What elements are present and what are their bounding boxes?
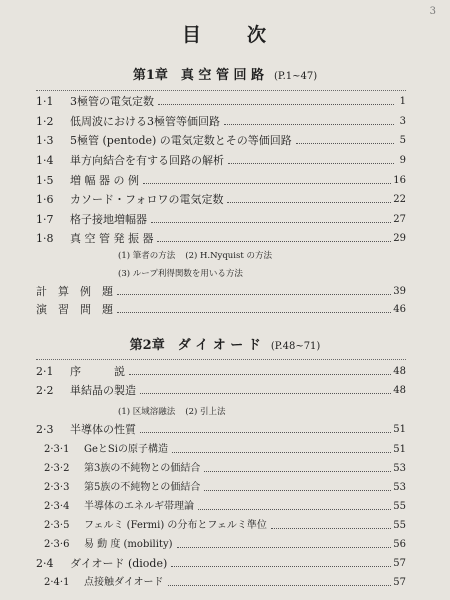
- entry-label: 単結晶の製造: [70, 384, 136, 397]
- entry-number: 1·8: [36, 232, 54, 245]
- entry-page: 55: [393, 501, 406, 512]
- subtopic: (1) 筆者の方法: [118, 251, 176, 261]
- subtopic-line: [118, 405, 236, 417]
- leader-dots: [168, 585, 392, 586]
- entry-page: 53: [393, 463, 406, 474]
- entry-number: 2·3·1: [44, 444, 70, 455]
- toc-entry[interactable]: [36, 282, 406, 298]
- entry-number: 2·4·1: [44, 577, 70, 588]
- toc-entry[interactable]: [44, 497, 406, 513]
- entry-page: 46: [393, 304, 406, 315]
- entry-number: 1·1: [36, 95, 54, 108]
- entry-page: 5: [399, 135, 406, 146]
- chapter-heading: [0, 334, 450, 353]
- entry-number: 2·3·4: [44, 501, 70, 512]
- leader-dots: [158, 104, 394, 105]
- leader-dots: [143, 183, 391, 184]
- entry-number: 2·3·6: [44, 539, 70, 550]
- entry-label: 5極管 (pentode) の電気定数とその等価回路: [70, 134, 292, 147]
- leader-dots: [117, 294, 391, 295]
- toc-entry[interactable]: [36, 229, 406, 245]
- chapter-title: 第1章 真 空 管 回 路: [132, 68, 264, 83]
- entry-number: 2·3·2: [44, 463, 70, 474]
- leader-dots: [198, 509, 391, 510]
- leader-dots: [140, 432, 391, 433]
- entry-page: 9: [399, 155, 406, 166]
- entry-page: 22: [393, 194, 406, 205]
- entry-label: カソード・フォロワの電気定数: [70, 193, 224, 206]
- entry-number: 1·4: [36, 154, 54, 167]
- subtopic-line: [118, 267, 253, 279]
- subtopic-line: [118, 249, 282, 261]
- toc-entry[interactable]: [36, 171, 406, 187]
- entry-label: 第5族の不純物との価結合: [84, 482, 201, 493]
- entry-label: 単方向結合を有する回路の解析: [70, 154, 224, 167]
- entry-page: 39: [393, 286, 406, 297]
- entry-label: 半導体のエネルギ帯理論: [84, 501, 194, 512]
- chapter-pages: (P.48~71): [270, 341, 321, 352]
- entry-page: 48: [393, 366, 406, 377]
- entry-number: 1·5: [36, 174, 54, 187]
- leader-dots: [157, 241, 391, 242]
- page-number: 3: [429, 6, 436, 17]
- title-char: 目: [181, 24, 203, 46]
- entry-label: 演 習 問 題: [36, 303, 113, 316]
- leader-dots: [228, 163, 394, 164]
- entry-page: 51: [393, 444, 406, 455]
- entry-page: 53: [393, 482, 406, 493]
- entry-number: 2·1: [36, 365, 54, 378]
- entry-number: 1·7: [36, 213, 54, 226]
- entry-page: 56: [393, 539, 406, 550]
- toc-entry[interactable]: [44, 459, 406, 475]
- toc-entry[interactable]: [36, 190, 406, 206]
- entry-number: 1·3: [36, 134, 54, 147]
- entry-label: 真 空 管 発 振 器: [70, 232, 154, 245]
- divider: [36, 90, 406, 91]
- entry-page: 48: [393, 385, 406, 396]
- toc-entry[interactable]: [44, 535, 406, 551]
- leader-dots: [204, 471, 391, 472]
- leader-dots: [224, 124, 394, 125]
- subtopic: (3) ループ利得関数を用いる方法: [118, 269, 243, 279]
- entry-number: 1·6: [36, 193, 54, 206]
- entry-page: 57: [393, 558, 406, 569]
- leader-dots: [117, 312, 391, 313]
- entry-label: 格子接地増幅器: [70, 213, 147, 226]
- entry-page: 57: [393, 577, 406, 588]
- entry-number: 1·2: [36, 115, 54, 128]
- entry-number: 2·3·5: [44, 520, 70, 531]
- leader-dots: [171, 566, 391, 567]
- subtopic: (2) H.Nyquist の方法: [185, 251, 272, 261]
- entry-label: 計 算 例 題: [36, 285, 113, 298]
- subtopic: (2) 引上法: [185, 407, 226, 417]
- entry-label: 3極管の電気定数: [70, 95, 154, 108]
- toc-entry[interactable]: [44, 573, 406, 589]
- page-title: [0, 20, 450, 47]
- entry-label: 増 幅 器 の 例: [70, 174, 139, 187]
- entry-page: 1: [399, 96, 406, 107]
- entry-label: 第3族の不純物との価結合: [84, 463, 201, 474]
- toc-entry[interactable]: [36, 420, 406, 436]
- entry-label: フェルミ (Fermi) の分布とフェルミ準位: [84, 520, 267, 531]
- toc-entry[interactable]: [36, 362, 406, 378]
- toc-entry[interactable]: [36, 554, 406, 570]
- leader-dots: [140, 393, 391, 394]
- chapter-heading: [0, 64, 450, 83]
- chapter-title: 第2章 ダ イ オ ー ド: [129, 338, 261, 353]
- toc-entry[interactable]: [44, 440, 406, 456]
- entry-page: 29: [393, 233, 406, 244]
- leader-dots: [177, 547, 392, 548]
- toc-entry[interactable]: [44, 516, 406, 532]
- entry-label: 低周波における3極管等価回路: [70, 115, 220, 128]
- entry-number: 2·2: [36, 384, 54, 397]
- entry-label: ダイオード (diode): [70, 557, 168, 570]
- entry-page: 51: [393, 424, 406, 435]
- entry-label: 点接触ダイオード: [84, 577, 164, 588]
- leader-dots: [296, 143, 394, 144]
- entry-number: 2·4: [36, 557, 54, 570]
- entry-label: 序 説: [70, 365, 125, 378]
- entry-page: 16: [393, 175, 406, 186]
- entry-number: 2·3: [36, 423, 54, 436]
- leader-dots: [271, 528, 391, 529]
- toc-entry[interactable]: [36, 92, 406, 108]
- entry-label: 易 動 度 (mobility): [84, 539, 173, 550]
- toc-entry[interactable]: [36, 131, 406, 147]
- toc-entry[interactable]: [36, 112, 406, 128]
- toc-entry[interactable]: [36, 210, 406, 226]
- entry-number: 2·3·3: [44, 482, 70, 493]
- entry-page: 3: [399, 116, 406, 127]
- entry-page: 27: [393, 214, 406, 225]
- divider: [36, 359, 406, 360]
- subtopic: (1) 区域溶融法: [118, 407, 176, 417]
- toc-entry[interactable]: [36, 300, 406, 316]
- toc-entry[interactable]: [44, 478, 406, 494]
- toc-entry[interactable]: [36, 151, 406, 167]
- leader-dots: [204, 490, 391, 491]
- leader-dots: [151, 222, 391, 223]
- leader-dots: [172, 452, 391, 453]
- entry-page: 55: [393, 520, 406, 531]
- toc-entry[interactable]: [36, 381, 406, 397]
- entry-label: 半導体の性質: [70, 423, 136, 436]
- entry-label: GeとSiの原子構造: [84, 444, 168, 455]
- leader-dots: [227, 202, 391, 203]
- leader-dots: [129, 374, 391, 375]
- chapter-pages: (P.1~47): [274, 71, 318, 82]
- title-char: 次: [247, 24, 269, 46]
